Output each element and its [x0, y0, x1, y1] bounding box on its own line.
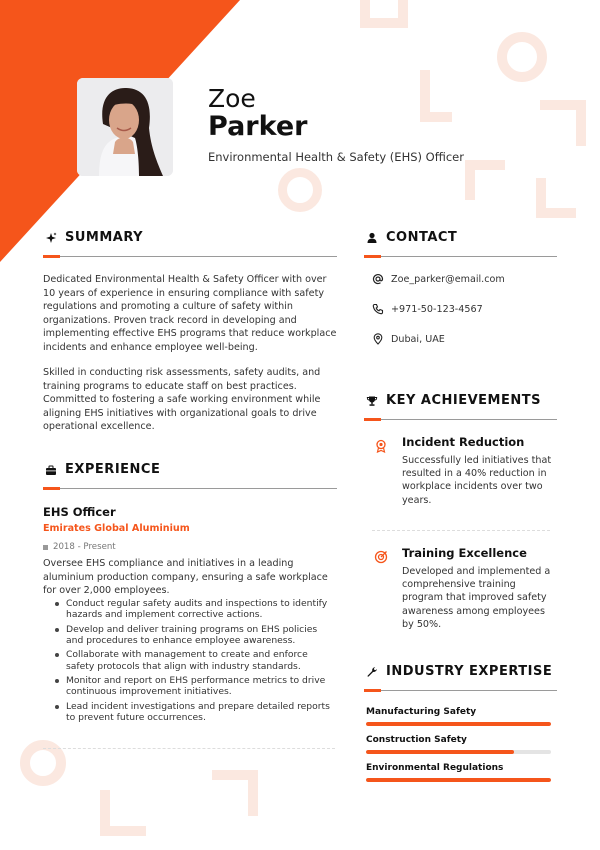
contact-divider — [364, 256, 557, 257]
list-item: Conduct regular safety audits and inspections to identify hazards and implement corrective actions. — [55, 598, 335, 620]
skill-bar — [366, 722, 551, 726]
contact-location — [372, 333, 445, 345]
job-role-title: Environmental Health & Safety (EHS) Officer — [208, 150, 464, 164]
summary-heading — [45, 230, 143, 245]
company-name: Emirates Global Aluminium — [43, 523, 190, 534]
person-icon — [366, 232, 378, 244]
decorative-ring-shape — [20, 740, 66, 786]
sparkle-icon — [45, 232, 57, 244]
achievement-description: Successfully led initiatives that resulted in a 40% reduction in workplace incidents over two years. — [402, 455, 552, 506]
list-item: Develop and deliver training programs on EHS policies and procedures to enhance employee awareness. — [55, 624, 335, 646]
decorative-corner-shape — [536, 178, 576, 218]
contact-heading — [366, 230, 457, 245]
skill-label: Construction Safety — [366, 735, 467, 745]
achievement-title: Incident Reduction — [402, 435, 525, 449]
experience-title: EXPERIENCE — [65, 462, 161, 477]
expertise-heading — [366, 664, 552, 679]
skill-label: Manufacturing Safety — [366, 707, 477, 717]
achievement-title: Training Excellence — [402, 546, 527, 560]
decorative-corner-shape — [212, 770, 258, 816]
calendar-icon — [43, 545, 48, 550]
expertise-title: INDUSTRY EXPERTISE — [386, 664, 553, 679]
contact-email[interactable] — [372, 273, 505, 285]
job-bullet-list — [55, 598, 335, 727]
location-pin-icon — [372, 333, 384, 345]
last-name: Parker — [208, 111, 308, 142]
profile-photo — [77, 78, 173, 176]
contact-phone[interactable] — [372, 303, 483, 315]
decorative-square-shape — [360, 0, 408, 28]
contact-title: CONTACT — [386, 230, 458, 245]
summary-paragraph-1: Dedicated Environmental Health & Safety Officer with over 10 years of experience in ensuring compliance with safety regulations and promoting a culture of safety within organizations. Proven track record in developing and implementing effective EHS programs that reduce workplace incidents and enhance employee well-being. — [43, 274, 337, 353]
achievement-description: Developed and implemented a comprehensive training program that improved safety awareness among employees by 50%. — [402, 566, 551, 630]
skill-bar-fill — [366, 722, 551, 726]
decorative-corner-shape — [420, 70, 452, 122]
decorative-ring-shape — [497, 32, 547, 82]
decorative-corner-shape — [465, 160, 505, 200]
list-item: Lead incident investigations and prepare detailed reports to prevent future occurrences. — [55, 701, 335, 723]
experience-divider — [43, 488, 337, 489]
decorative-corner-shape — [540, 100, 586, 146]
first-name: Zoe — [208, 84, 256, 113]
summary-paragraph-2: Skilled in conducting risk assessments, safety audits, and training programs to educate staff on best practices. Committed to fostering a safe working environment while aligning EHS initiatives with organizational goals to drive operational excellence. — [43, 367, 321, 433]
achievements-title: KEY ACHIEVEMENTS — [386, 393, 541, 408]
at-sign-icon — [372, 273, 384, 285]
list-item: Monitor and report on EHS performance metrics to drive continuous improvement initiatives. — [55, 675, 335, 697]
briefcase-icon — [45, 464, 57, 476]
skill-label: Environmental Regulations — [366, 763, 504, 773]
decorative-ring-shape — [278, 168, 322, 212]
email-text: Zoe_parker@email.com — [391, 273, 505, 285]
achievements-heading — [366, 393, 541, 408]
achievement-separator — [372, 530, 550, 531]
skill-bar-fill — [366, 750, 514, 754]
wrench-icon — [366, 666, 378, 678]
target-icon — [374, 549, 388, 563]
skill-bar-fill — [366, 778, 551, 782]
achievements-divider — [364, 419, 557, 420]
award-ribbon-icon — [374, 438, 388, 452]
skill-bar — [366, 778, 551, 782]
phone-text: +971-50-123-4567 — [391, 303, 483, 315]
job-period — [43, 542, 116, 552]
experience-separator — [43, 748, 335, 749]
location-text: Dubai, UAE — [391, 333, 445, 345]
expertise-divider — [364, 690, 557, 691]
skill-bar — [366, 750, 551, 754]
job-description: Oversee EHS compliance and initiatives in a leading aluminium production company, ensuring a safe workplace for over 2,000 employees. — [43, 558, 328, 597]
phone-icon — [372, 303, 384, 315]
decorative-corner-shape — [100, 790, 146, 836]
experience-heading — [45, 462, 160, 477]
list-item: Collaborate with management to create and enforce safety protocols that align with industry standards. — [55, 649, 335, 671]
job-title: EHS Officer — [43, 505, 116, 519]
trophy-icon — [366, 395, 378, 407]
summary-divider — [43, 256, 337, 257]
job-period-text: 2018 - Present — [53, 542, 116, 552]
summary-title: SUMMARY — [65, 230, 144, 245]
